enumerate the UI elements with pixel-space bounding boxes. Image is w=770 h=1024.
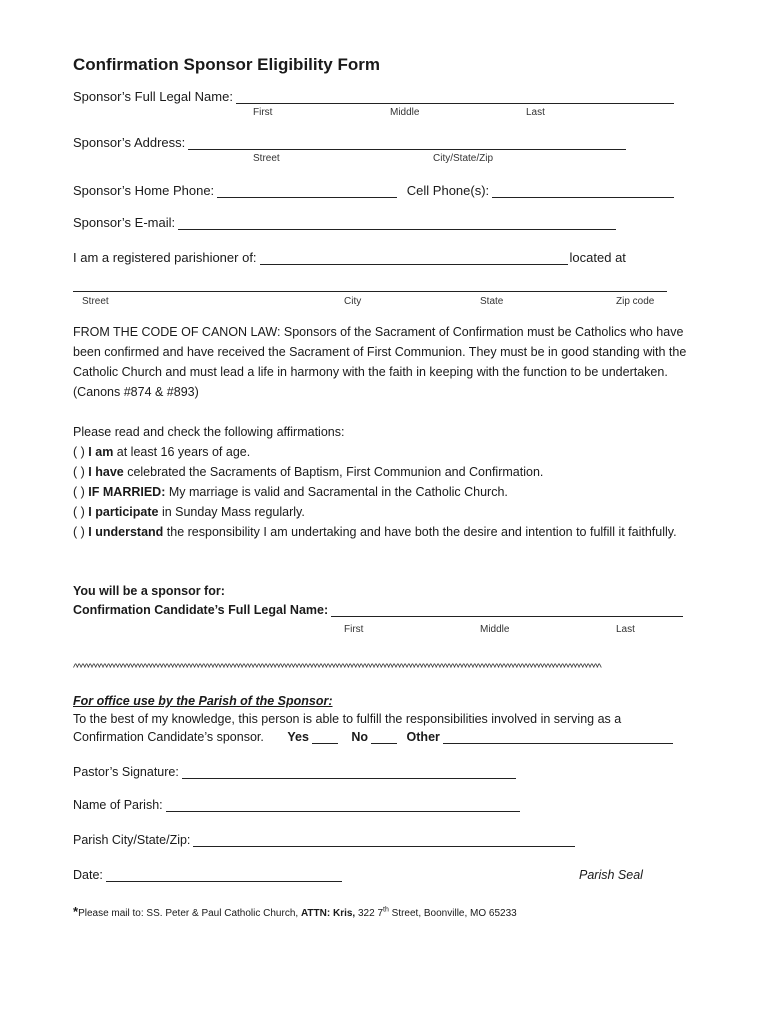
affirmation-bold: I am	[88, 445, 114, 459]
checkbox[interactable]: ( )	[73, 445, 85, 459]
parish-state-caption: State	[480, 296, 504, 307]
office-text-line2: Confirmation Candidate’s sponsor.	[73, 730, 264, 744]
other-field[interactable]	[443, 731, 673, 744]
candidate-name-row	[73, 603, 683, 617]
mail-instructions	[73, 904, 517, 919]
yes-field[interactable]	[312, 731, 338, 744]
affirmation-text: in Sunday Mass regularly.	[158, 505, 305, 519]
email-label: Sponsor’s E-mail:	[73, 215, 176, 230]
address-field[interactable]	[188, 137, 626, 150]
name-middle-caption: Middle	[390, 107, 420, 118]
caret-divider: ^^^^^^^^^^^^^^^^^^^^^^^^^^^^^^^^^^^^^^^^^^^^^^^^^^^^^^^^^^^^^^^^^^^^^^^^^^^^^^^^^^^^^^^^^^^^^^^^^^^^^^^^^^^^^^^^^^^^^^^^^^^^^^^^^^^^^^^^^^^^^^^^	[73, 662, 601, 674]
parish-name-field[interactable]	[166, 799, 520, 812]
address-row	[73, 135, 626, 150]
sponsor-for-intro: You will be a sponsor for:	[73, 584, 225, 598]
email-field[interactable]	[178, 217, 616, 230]
affirmation-bold: I understand	[88, 525, 164, 539]
affirmation-text: at least 16 years of age.	[113, 445, 251, 459]
parish-field[interactable]	[260, 252, 568, 265]
parish-city-row	[73, 833, 575, 847]
affirmation-mass[interactable]	[73, 502, 703, 522]
email-row	[73, 215, 616, 230]
candidate-last-caption: Last	[616, 624, 635, 635]
sponsor-name-field[interactable]	[236, 91, 674, 104]
parish-city-caption: City	[344, 296, 362, 307]
sponsor-name-label: Sponsor’s Full Legal Name:	[73, 89, 233, 104]
asterisk: *	[73, 904, 79, 919]
affirmation-bold: I participate	[88, 505, 159, 519]
parish-label: I am a registered parishioner of:	[73, 250, 257, 265]
date-row	[73, 868, 342, 882]
other-label: Other	[406, 730, 440, 744]
mail-addr-b: Street, Boonville, MO 65233	[388, 908, 517, 919]
pastor-signature-label: Pastor’s Signature:	[73, 765, 179, 779]
home-phone-label: Sponsor’s Home Phone:	[73, 183, 215, 198]
address-label: Sponsor’s Address:	[73, 135, 186, 150]
affirmation-understand[interactable]	[73, 522, 703, 542]
address-street-caption: Street	[253, 153, 280, 164]
affirmation-married[interactable]	[73, 482, 703, 502]
located-at-label: located at	[569, 250, 626, 265]
mail-addr-a: 322 7	[355, 908, 384, 919]
canon-law-paragraph: FROM THE CODE OF CANON LAW: Sponsors of the Sacrament of Confirmation must be Catholics who have been confirmed and have received the Sacrament of First Communion. They must be in good standing with the Catholic Church and must lead a life in harmony with the faith in keeping with the function to be undertaken. (Canons #874 & #893)	[73, 325, 687, 399]
office-text-line2-row	[73, 730, 673, 744]
cell-phone-label: Cell Phone(s):	[406, 183, 490, 198]
home-phone-field[interactable]	[217, 185, 397, 198]
address-csz-caption: City/State/Zip	[433, 153, 494, 164]
checkbox[interactable]: ( )	[73, 525, 85, 539]
date-field[interactable]	[106, 869, 342, 882]
cell-phone-field[interactable]	[492, 185, 674, 198]
affirmation-bold: IF MARRIED:	[88, 485, 166, 499]
candidate-middle-caption: Middle	[480, 624, 510, 635]
office-use-heading: For office use by the Parish of the Sponsor:	[73, 694, 333, 708]
candidate-first-caption: First	[344, 624, 364, 635]
parish-address-field[interactable]	[73, 291, 667, 292]
parish-row	[73, 250, 626, 265]
candidate-name-label: Confirmation Candidate’s Full Legal Name:	[73, 603, 329, 617]
yes-label: Yes	[287, 730, 309, 744]
affirmation-sacraments[interactable]	[73, 462, 703, 482]
parish-zip-caption: Zip code	[616, 296, 655, 307]
parish-seal-label: Parish Seal	[579, 868, 643, 882]
checkbox[interactable]: ( )	[73, 465, 85, 479]
parish-city-label: Parish City/State/Zip:	[73, 833, 191, 847]
phone-row	[73, 183, 674, 198]
pastor-row	[73, 765, 516, 779]
parish-name-label: Name of Parish:	[73, 798, 163, 812]
form-title: Confirmation Sponsor Eligibility Form	[73, 55, 380, 74]
name-last-caption: Last	[526, 107, 545, 118]
affirmations-intro: Please read and check the following affirmations:	[73, 425, 345, 439]
parish-name-row	[73, 798, 520, 812]
checkbox[interactable]: ( )	[73, 505, 85, 519]
affirmation-bold: I have	[88, 465, 124, 479]
date-label: Date:	[73, 868, 103, 882]
pastor-signature-field[interactable]	[182, 766, 516, 779]
affirmation-age[interactable]	[73, 442, 703, 462]
affirmation-text: My marriage is valid and Sacramental in the Catholic Church.	[165, 485, 508, 499]
mail-attn: ATTN: Kris,	[300, 908, 356, 919]
name-first-caption: First	[253, 107, 273, 118]
affirmations-section	[73, 422, 703, 542]
no-field[interactable]	[371, 731, 397, 744]
no-label: No	[351, 730, 369, 744]
affirmation-text: the responsibility I am undertaking and have both the desire and intention to fulfill it faithfully.	[163, 525, 677, 539]
checkbox[interactable]: ( )	[73, 485, 85, 499]
parish-city-field[interactable]	[193, 834, 575, 847]
mail-sup: th	[383, 906, 389, 914]
sponsor-name-row	[73, 89, 674, 104]
mail-pre: Please mail to: SS. Peter & Paul Catholic Church,	[78, 908, 301, 919]
parish-street-caption: Street	[82, 296, 109, 307]
candidate-name-field[interactable]	[331, 604, 683, 617]
office-text-line1: To the best of my knowledge, this person is able to fulfill the responsibilities involved in serving as a	[73, 712, 622, 726]
affirmation-text: celebrated the Sacraments of Baptism, First Communion and Confirmation.	[123, 465, 544, 479]
